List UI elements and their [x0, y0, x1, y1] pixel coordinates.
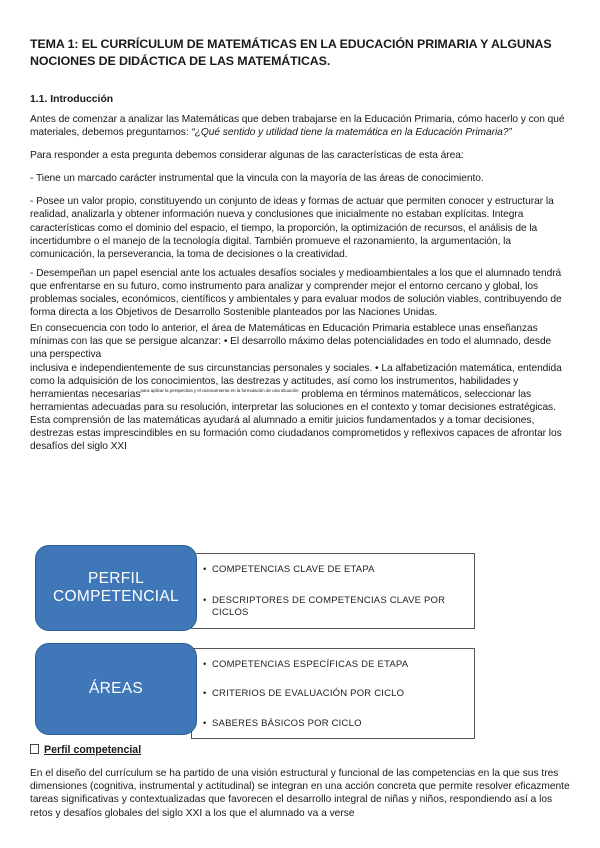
bullet: •	[203, 659, 207, 670]
consequence-part-1: En consecuencia con todo lo anterior, el área de Matemáticas en Educación Primaria establece unas enseñanzas mínimas con las que se persigue alcanzar: • El desarrollo máximo delas potencialidades en todo el alumnado, desde una perspectiva	[30, 323, 552, 361]
intro-text: Antes de comenzar a analizar las Matemáticas que deben trabajarse en la Educación Primaria, cómo hacerlo y con qué materiales, debemos preguntarnos:	[30, 114, 565, 139]
areas-items-box	[191, 648, 475, 739]
areas-item	[203, 718, 460, 730]
intro-question: “¿Qué sentido y utilidad tiene la matemática en la Educación Primaria?”	[191, 127, 512, 139]
bullet: •	[203, 718, 207, 729]
characteristic-3: - Desempeñan un papel esencial ante los actuales desafíos sociales y medioambientales a los que el alumnado tendrá que enfrentarse en su futuro, como instrumento para analizar y comprender mejor el entorno cercano y global, los problemas sociales, económicos, científicos y ambientales y para evaluar modos de solución viables, contribuyendo de forma directa a los Objetivos de Desarrollo Sostenible planteados por las Naciones Unidas.	[30, 267, 562, 319]
section-heading: 1.1. Introducción	[30, 94, 114, 105]
consequence-part-2: inclusiva e independientemente de sus circunstancias personales y sociales. • La alfabetización matemática, entendida como la adquisición de los conocimientos, las destrezas y actitudes, así como los instrumentos, habilidades y herramientas necesarias	[30, 362, 562, 400]
characteristic-2: - Posee un valor propio, constituyendo un conjunto de ideas y formas de actuar que permiten conocer y estructurar la realidad, analizarla y obtener información nueva y conclusiones que inicialmente no estaban explícitas. Integra características como el dominio del espacio, el tiempo, la proporción, la optimización de recursos, el análisis de la incertidumbre o el manejo de la tecnología digital. También promueve el razonamiento, la argumentación, la comunicación, la perseverancia, la toma de decisiones o la creatividad.	[30, 196, 554, 260]
document-title: TEMA 1: EL CURRÍCULUM DE MATEMÁTICAS EN LA EDUCACIÓN PRIMARIA Y ALGUNAS NOCIONES DE DIDÁCTICA DE LAS MATEMÁTICAS.	[30, 37, 552, 68]
perfil-item-label: DESCRIPTORES DE COMPETENCIAS CLAVE POR CICLOS	[212, 595, 446, 618]
perfil-items-box	[191, 553, 475, 629]
areas-item-label: CRITERIOS DE EVALUACIÓN POR CICLO	[212, 688, 405, 699]
perfil-paragraph: En el diseño del currículum se ha partido de una visión estructural y funcional de las competencias en la que sus tres dimensiones (cognitiva, instrumental y actitudinal) se integran en una acción concreta que permite resolver eficazmente tareas significativas y contextualizadas que favorecen el desarrollo integral de niñas y niños, respondiendo así a los retos y desafíos globales del siglo XXI a los que el alumnado va a verse	[30, 768, 570, 819]
areas-block: ÁREAS	[35, 643, 197, 735]
perfil-block-line-2: COMPETENCIAL	[53, 588, 179, 605]
perfil-competencial-block	[35, 545, 197, 631]
perfil-block-line-1: PERFIL	[87, 570, 145, 587]
areas-item	[203, 688, 460, 700]
consequence-tiny-text: para aplicar la perspectiva y el razonamiento en la formulación de una situación	[140, 387, 299, 393]
areas-item-label: SABERES BÁSICOS POR CICLO	[212, 718, 362, 729]
bullet: •	[203, 688, 207, 699]
checkbox-icon	[30, 744, 39, 754]
bullet: •	[203, 564, 207, 575]
document-page	[30, 36, 570, 453]
subheading-label: Perfil competencial	[44, 744, 142, 756]
areas-item-label: COMPETENCIAS ESPECÍFICAS DE ETAPA	[212, 659, 409, 670]
perfil-item	[203, 564, 460, 576]
consequence-paragraph	[30, 322, 570, 453]
perfil-item	[203, 595, 460, 619]
perfil-item-label: COMPETENCIAS CLAVE DE ETAPA	[212, 564, 375, 575]
consequence-part-3: problema en términos matemáticos, seleccionar las herramientas adecuadas para su resolución, interpretar las soluciones en el contexto y tomar decisiones estratégicas. Esta comprensión de las matemáticas ayudará al alumnado a emitir juicios fundamentados y a tomar decisiones, destrezas estas imprescindibles en su formación como ciudadanos comprometidos y reflexivos capaces de afrontar los desafíos del siglo XXI	[30, 388, 562, 453]
characteristic-1: - Tiene un marcado carácter instrumental que la vincula con la mayoría de las áreas de conocimiento.	[30, 173, 484, 185]
intro-paragraph	[30, 113, 570, 139]
perfil-competencial-subheading	[30, 744, 141, 756]
bullet: •	[203, 595, 207, 606]
answer-paragraph: Para responder a esta pregunta debemos considerar algunas de las características de esta área:	[30, 150, 464, 162]
curriculum-diagram	[35, 545, 475, 737]
areas-item	[203, 659, 460, 671]
